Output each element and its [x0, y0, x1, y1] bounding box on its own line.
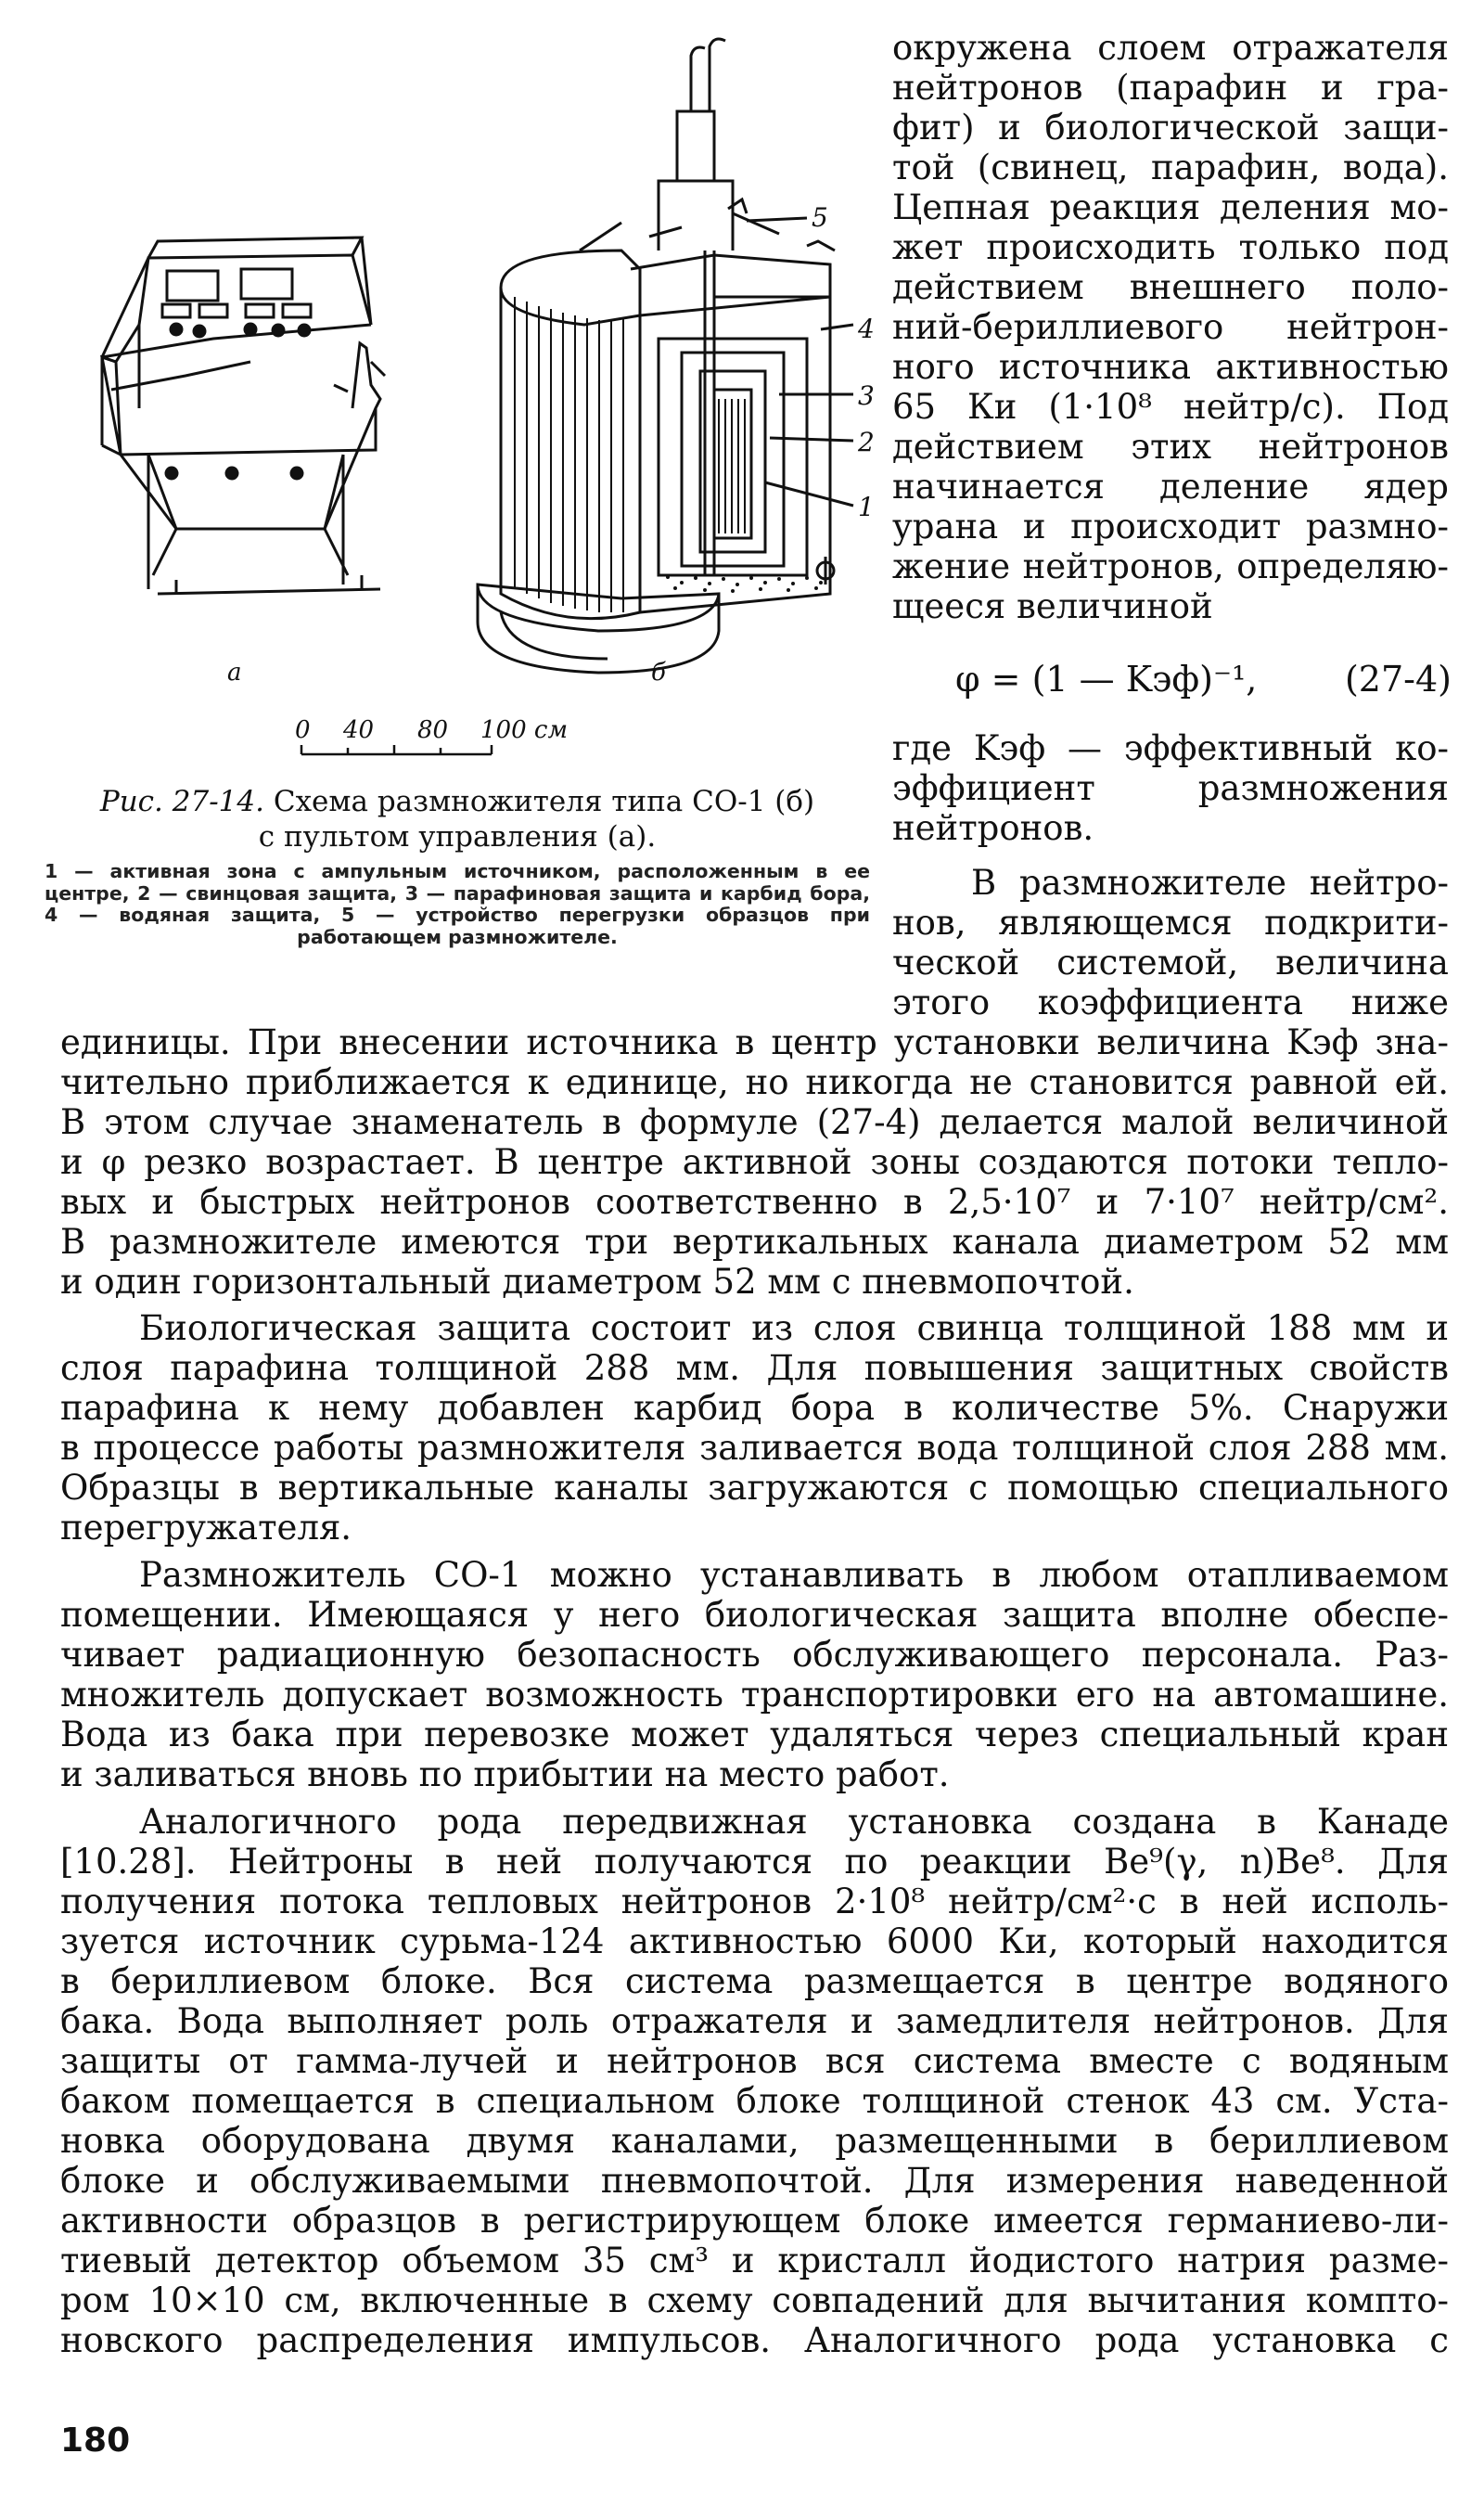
caption-legend: 1 — активная зона с ампульным источником, расположенным в ее центре, 2 — свинцовая защита, 3 — парафиновая защита и карбид бора, 4 — водяная защита, 5 — устройство перегрузки образцов при работающем размножителе.	[45, 860, 870, 948]
page-number: 180	[60, 2422, 131, 2460]
text-line: нейтронов (парафин и гра-	[892, 68, 1449, 108]
callout-5: 5	[812, 202, 828, 233]
caption-title-line-2: с пультом управления (а).	[258, 820, 657, 854]
text-line: урана и происходит размно-	[892, 507, 1449, 546]
text-line: жение нейтронов, определяю-	[892, 546, 1449, 586]
text-line: парафина к нему добавлен карбид бора в количестве 5%. Снаружи	[60, 1388, 1449, 1428]
text-line: 65 Ки (1·10⁸ нейтр/с). Под	[892, 387, 1449, 427]
text-line: вых и быстрых нейтронов соответственно в 2,5·10⁷ и 7·10⁷ нейтр/см².	[60, 1182, 1449, 1222]
text-line: Биологическая защита состоит из слоя свинца толщиной 188 мм и	[139, 1308, 1449, 1348]
text-line: в бериллиевом блоке. Вся система размещается в центре водяного	[60, 1961, 1449, 2001]
text-line: слоя парафина толщиной 288 мм. Для повышения защитных свойств	[60, 1348, 1449, 1388]
paragraph-2	[60, 1308, 1449, 1548]
text-line: жет происходить только под	[892, 227, 1449, 267]
text-line: той (свинец, парафин, вода).	[892, 148, 1449, 187]
text-line: где Kэф — эффективный ко-	[892, 728, 1449, 768]
scale-40: 40	[343, 716, 375, 744]
paragraph-4	[60, 1802, 1449, 2360]
caption-title-line-1: Схема размножителя типа СО-1 (б)	[273, 785, 815, 818]
text-line: баком помещается в специальном блоке толщиной стенок 43 см. Уста-	[60, 2081, 1449, 2121]
text-line: чительно приближается к единице, но никогда не становится равной ей.	[60, 1062, 1449, 1102]
text-line: и заливаться вновь по прибытии на место работ.	[60, 1754, 950, 1794]
text-line: Образцы в вертикальные каналы загружаются с помощью специального	[60, 1468, 1449, 1508]
formula-number: (27-4)	[1344, 659, 1452, 700]
text-line: В этом случае знаменатель в формуле (27-4) делается малой величиной	[60, 1102, 1449, 1142]
text-line: [10.28]. Нейтроны в ней получаются по реакции Be⁹(γ, n)Be⁸. Для	[60, 1842, 1449, 1882]
text-line: зуется источник сурьма-124 активностью 6000 Ки, который находится	[60, 1921, 1449, 1961]
text-line: щееся величиной	[892, 586, 1213, 626]
right-column-paragraph	[892, 863, 1449, 1022]
text-line: чивает радиационную безопасность обслуживающего персонала. Раз-	[60, 1635, 1449, 1675]
text-line: ний-бериллиевого нейтрон-	[892, 307, 1449, 347]
text-line: нейтронов.	[892, 808, 1094, 848]
text-line: В размножителе имеются три вертикальных канала диаметром 52 мм	[60, 1222, 1449, 1262]
text-line: блоке и обслуживаемыми пневмопочтой. Для измерения наведенной	[60, 2161, 1449, 2201]
text-line: нов, являющемся подкрити-	[892, 903, 1449, 943]
text-line: перегружателя.	[60, 1508, 352, 1548]
callout-2: 2	[858, 427, 875, 457]
text-line: действием этих нейтронов	[892, 427, 1449, 467]
text-line: Цепная реакция деления мо-	[892, 187, 1449, 227]
text-line: новка оборудована двумя каналами, размещенными в бериллиевом	[60, 2121, 1449, 2161]
text-line: новского распределения импульсов. Аналогичного рода установка с	[60, 2320, 1449, 2360]
text-line: в процессе работы размножителя заливается вода толщиной слоя 288 мм.	[60, 1428, 1449, 1468]
text-line: бака. Вода выполняет роль отражателя и замедлителя нейтронов. Для	[60, 2001, 1449, 2041]
formula-expression: φ = (1 — Kэф)⁻¹,	[955, 659, 1258, 700]
text-line: защиты от гамма-лучей и нейтронов вся система вместе с водяным	[60, 2041, 1449, 2081]
text-line: начинается деление ядер	[892, 467, 1449, 507]
paragraph-1	[60, 1022, 1449, 1302]
text-line: помещении. Имеющаяся у него биологическая защита вполне обеспе-	[60, 1595, 1449, 1635]
label-b: б	[651, 659, 666, 687]
figure-number: Рис. 27-14.	[99, 785, 264, 818]
scale-100: 100 см	[480, 716, 569, 744]
text-line: В размножителе нейтро-	[971, 863, 1449, 903]
right-column-bottom	[892, 728, 1449, 848]
scale-80: 80	[417, 716, 449, 744]
callout-4: 4	[858, 314, 875, 344]
text-line: Размножитель СО-1 можно устанавливать в любом отапливаемом	[139, 1555, 1449, 1595]
text-line: ческой системой, величина	[892, 943, 1449, 983]
callout-1: 1	[858, 492, 875, 522]
text-line: активности образцов в регистрирующем блоке имеется германиево-ли-	[60, 2201, 1449, 2241]
text-line: фит) и биологической защи-	[892, 108, 1449, 148]
text-line: этого коэффициента ниже	[892, 983, 1449, 1022]
figure-caption	[45, 784, 870, 854]
figure	[65, 19, 875, 789]
text-line: и φ резко возрастает. В центре активной зоны создаются потоки тепло-	[60, 1142, 1449, 1182]
text-line: получения потока тепловых нейтронов 2·10⁸ нейтр/см²·с в ней исполь-	[60, 1882, 1449, 1921]
text-line: окружена слоем отражателя	[892, 28, 1449, 68]
text-line: множитель допускает возможность транспортировки его на автомашине.	[60, 1675, 1449, 1715]
paragraph-3	[60, 1555, 1449, 1794]
text-line: тиевый детектор объемом 35 см³ и кристалл йодистого натрия разме-	[60, 2241, 1449, 2280]
formula-27-4	[955, 659, 1452, 700]
scale-bar	[65, 19, 872, 789]
text-line: ром 10×10 см, включенные в схему совпадений для вычитания компто-	[60, 2280, 1449, 2320]
text-line: ного источника активностью	[892, 347, 1449, 387]
scale-0: 0	[295, 716, 311, 744]
right-column-top	[892, 28, 1449, 626]
text-line: Аналогичного рода передвижная установка создана в Канаде	[139, 1802, 1449, 1842]
text-line: действием внешнего поло-	[892, 267, 1449, 307]
text-line: эффициент размножения	[892, 768, 1449, 808]
text-line: единицы. При внесении источника в центр установки величина Kэф зна-	[60, 1022, 1449, 1062]
label-a: а	[227, 659, 242, 687]
callout-3: 3	[858, 380, 875, 411]
text-line: Вода из бака при перевозке может удаляться через специальный кран	[60, 1715, 1449, 1754]
text-line: и один горизонтальный диаметром 52 мм с пневмопочтой.	[60, 1262, 1134, 1302]
